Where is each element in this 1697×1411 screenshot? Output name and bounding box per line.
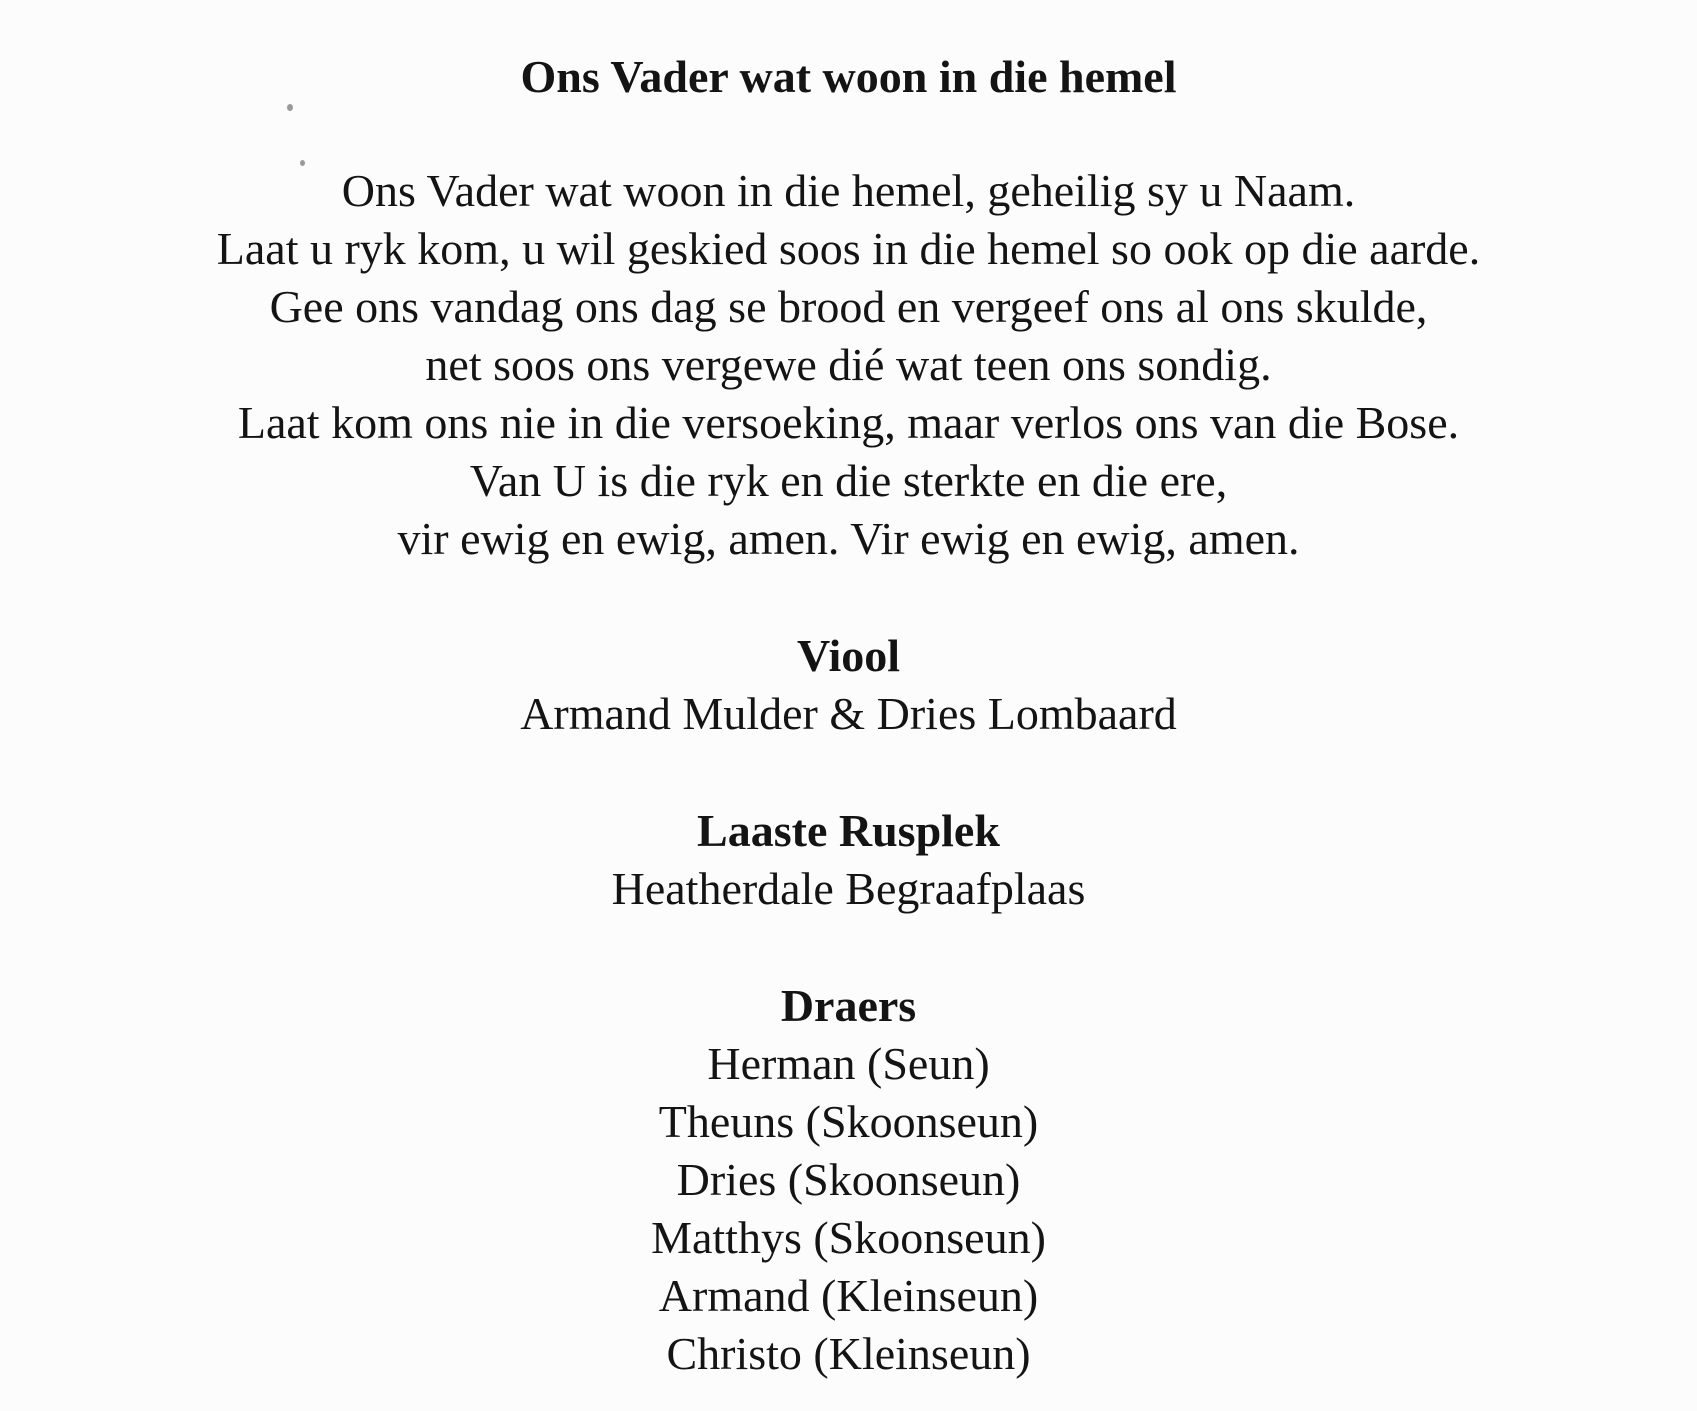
prayer-line: Ons Vader wat woon in die hemel, geheilig sy u Naam. (341, 165, 1356, 216)
prayer-line: Gee ons vandag ons dag se brood en vergeef ons al ons skulde, (269, 281, 1428, 332)
draer-name: Theuns (Skoonseun) (658, 1096, 1039, 1147)
prayer-line: vir ewig en ewig, amen. Vir ewig en ewig, amen. (397, 513, 1300, 564)
prayer-line: net soos ons vergewe dié wat teen ons sondig. (425, 339, 1272, 390)
rusplek-place: Heatherdale Begraafplaas (611, 863, 1086, 914)
draer-name: Armand (Kleinseun) (658, 1270, 1039, 1321)
prayer-title: Ons Vader wat woon in die hemel (520, 51, 1177, 102)
draer-name: Dries (Skoonseun) (676, 1154, 1021, 1205)
viool-section (0, 627, 1697, 743)
draer-name: Matthys (Skoonseun) (651, 1212, 1046, 1263)
draer-name: Herman (Seun) (707, 1038, 990, 1089)
viool-heading: Viool (796, 630, 901, 681)
rusplek-heading: Laaste Rusplek (697, 805, 1000, 856)
rusplek-section (0, 802, 1697, 918)
draers-section (0, 977, 1697, 1383)
viool-names: Armand Mulder & Dries Lombaard (520, 688, 1177, 739)
prayer-text (0, 162, 1697, 568)
draer-name: Christo (Kleinseun) (666, 1328, 1031, 1379)
prayer-line: Laat u ryk kom, u wil geskied soos in die hemel so ook op die aarde. (216, 223, 1481, 274)
prayer-line: Van U is die ryk en die sterkte en die ere, (469, 455, 1228, 506)
draers-heading: Draers (780, 980, 917, 1031)
prayer-line: Laat kom ons nie in die versoeking, maar verlos ons van die Bose. (237, 397, 1460, 448)
